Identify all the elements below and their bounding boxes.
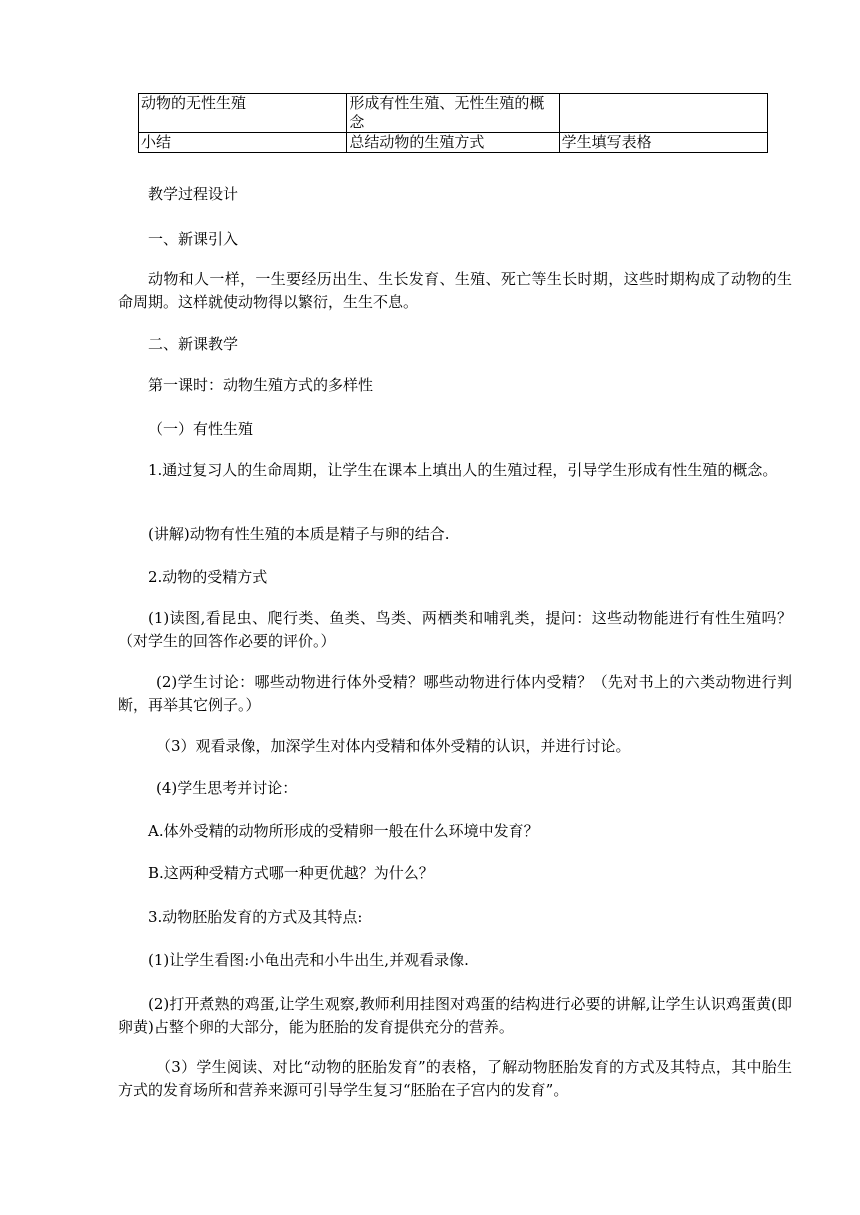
- lesson-plan-table: [138, 93, 768, 153]
- paragraph: 动物和人一样，一生要经历出生、生长发育、生殖、死亡等生长时期，这些时期构成了动物的生命周期。这样就使动物得以繁衍，生生不息。: [118, 270, 792, 311]
- paragraph: (4)学生思考并讨论：: [156, 779, 298, 797]
- table-cell: 动物的无性生殖: [139, 94, 347, 133]
- paragraph: (1)读图,看昆虫、爬行类、鱼类、鸟类、两栖类和哺乳类，提问：这些动物能进行有性生殖吗？（对学生的回答作必要的评价。）: [118, 609, 792, 650]
- heading-teaching-design: 教学过程设计: [148, 185, 239, 203]
- paragraph: 3.动物胚胎发育的方式及其特点:: [148, 908, 363, 926]
- paragraph: （3）学生阅读、对比“动物的胚胎发育”的表格，了解动物胚胎发育的方式及其特点，其中胎生方式的发育场所和营养来源可引导学生复习“胚胎在子宫内的发育”。: [118, 1058, 792, 1099]
- paragraph: B.这两种受精方式哪一种更优越？为什么？: [148, 864, 434, 882]
- table-row: [139, 133, 768, 153]
- paragraph: 2.动物的受精方式: [148, 568, 268, 586]
- table-cell: 小结: [139, 133, 347, 153]
- subsection-heading: （一）有性生殖: [148, 420, 254, 438]
- paragraph: A.体外受精的动物所形成的受精卵一般在什么环境中发育？: [148, 822, 539, 840]
- paragraph: （3）观看录像，加深学生对体内受精和体外受精的认识，并进行讨论。: [156, 737, 631, 755]
- table-cell: 学生填写表格: [559, 133, 767, 153]
- section-heading: 一、新课引入: [148, 230, 239, 248]
- paragraph: 1.通过复习人的生命周期，让学生在课本上填出人的生殖过程，引导学生形成有性生殖的概念。: [148, 461, 778, 479]
- paragraph: (2)学生讨论：哪些动物进行体外受精？哪些动物进行体内受精？（先对书上的六类动物进行判断，再举其它例子。）: [118, 673, 792, 714]
- paragraph: (讲解)动物有性生殖的本质是精子与卵的结合.: [148, 525, 450, 543]
- table-cell: [559, 94, 767, 133]
- table-row: [139, 94, 768, 133]
- paragraph: (1)让学生看图:小龟出壳和小牛出生,并观看录像.: [148, 951, 469, 969]
- section-heading: 二、新课教学: [148, 335, 239, 353]
- lesson-heading: 第一课时：动物生殖方式的多样性: [148, 376, 374, 394]
- table-cell: 形成有性生殖、无性生殖的概念: [347, 94, 559, 133]
- table-cell: 总结动物的生殖方式: [347, 133, 559, 153]
- paragraph: (2)打开煮熟的鸡蛋,让学生观察,教师利用挂图对鸡蛋的结构进行必要的讲解,让学生认识鸡蛋黄(即卵黄)占整个卵的大部分，能为胚胎的发育提供充分的营养。: [118, 995, 792, 1036]
